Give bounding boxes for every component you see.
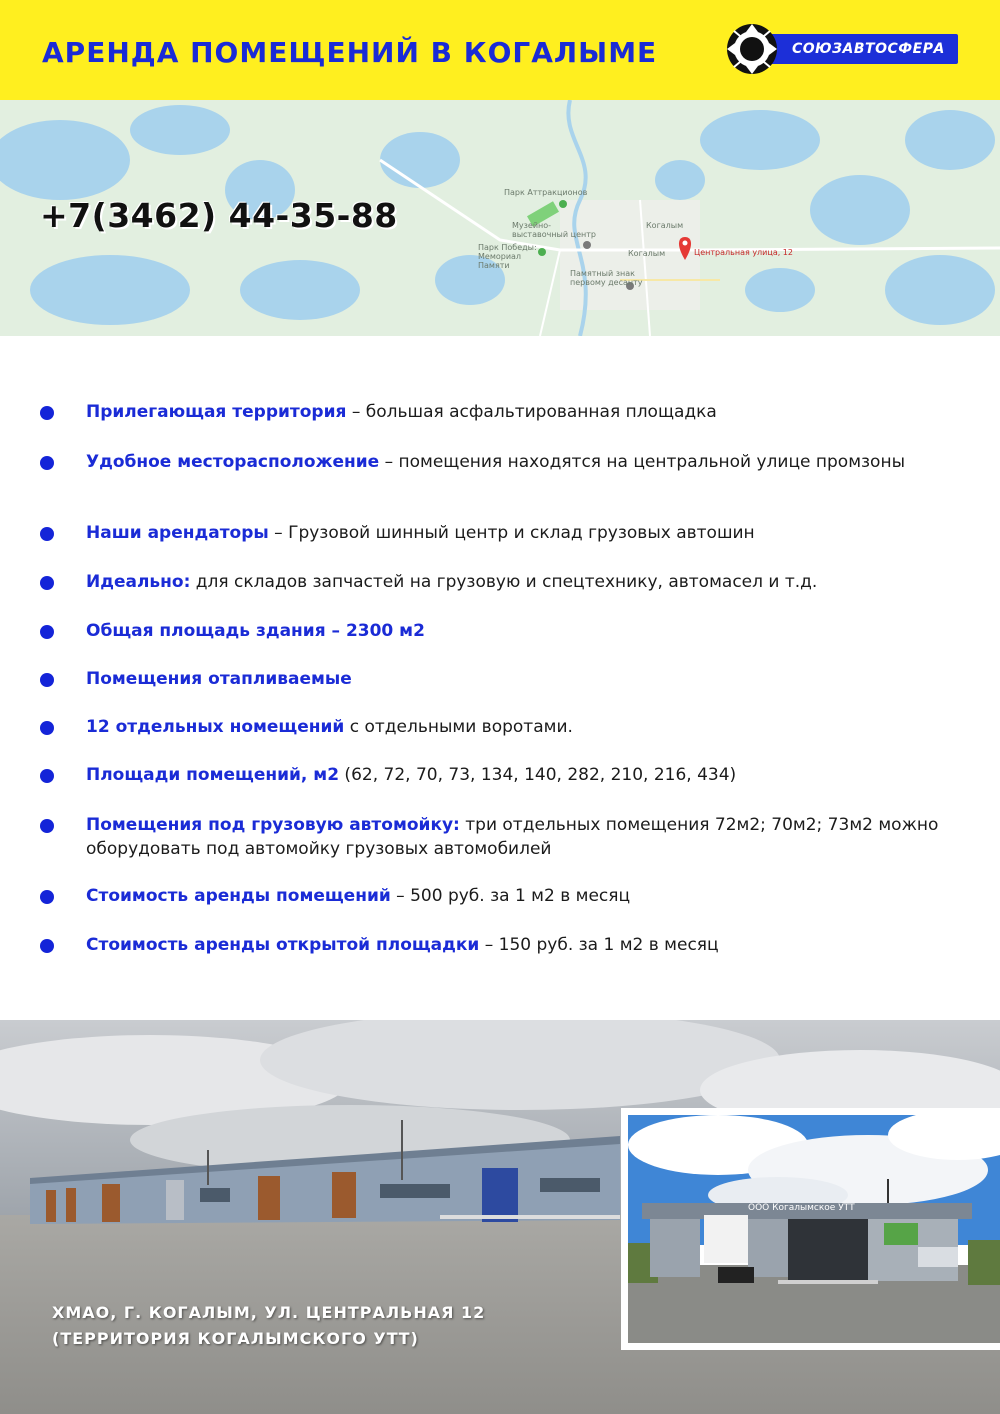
- gate-photo-illustration: [628, 1115, 1000, 1343]
- company-logo: [712, 22, 958, 76]
- bullet-dot: [40, 406, 54, 420]
- map-label-station: Когалым: [628, 249, 666, 258]
- address-line-1: ХМАО, Г. КОГАЛЫМ, УЛ. ЦЕНТРАЛЬНАЯ 12: [52, 1303, 486, 1322]
- gate-sign-text: ООО Когалымское УТТ: [748, 1203, 855, 1213]
- feature-text: Прилегающая территория – большая асфальтированная площадка: [86, 402, 717, 422]
- feature-text: Стоимость аренды помещений – 500 руб. за 1 м2 в месяц: [86, 886, 631, 906]
- logo-text: СОЮЗАВТОСФЕРА: [792, 41, 945, 57]
- phone-number: +7(3462) 44-35-88: [40, 196, 398, 235]
- map-label-monument: Памятный знак первому десанту: [570, 269, 643, 287]
- bullet-dot: [40, 456, 54, 470]
- feature-text: Идеально: для складов запчастей на грузовую и спецтехнику, автомасел и т.д.: [86, 572, 818, 592]
- feature-text: 12 отдельных номещений с отдельными воротами.: [86, 717, 573, 737]
- bullet-dot: [40, 721, 54, 735]
- map-label-city: Когалым: [646, 221, 684, 230]
- tire-logo-icon: [712, 22, 788, 76]
- map-label-pin-address: Центральная улица, 12: [694, 248, 793, 257]
- feature-text: Помещения отапливаемые: [86, 669, 352, 689]
- bullet-dot: [40, 769, 54, 783]
- map-label-park: Парк Аттракционов: [504, 188, 588, 197]
- feature-text: Общая площадь здания – 2300 м2: [86, 621, 425, 641]
- header-banner: [0, 0, 1000, 100]
- map-label-victory-park: Парк Победы: Мемориал Памяти: [478, 243, 537, 270]
- bullet-dot: [40, 576, 54, 590]
- inset-photo: [628, 1115, 1000, 1343]
- map-label-museum: Музейно-выставочный центр: [512, 221, 596, 239]
- inset-photo-frame: [621, 1108, 1000, 1350]
- bullet-dot: [40, 819, 54, 833]
- bullet-dot: [40, 890, 54, 904]
- page-title: АРЕНДА ПОМЕЩЕНИЙ В КОГАЛЫМЕ: [42, 36, 658, 69]
- feature-text: Стоимость аренды открытой площадки – 150 руб. за 1 м2 в месяц: [86, 935, 719, 955]
- feature-text: Наши арендаторы – Грузовой шинный центр и склад грузовых автошин: [86, 523, 755, 543]
- bullet-dot: [40, 625, 54, 639]
- feature-text: Помещения под грузовую автомойку: три отдельных помещения 72м2; 70м2; 73м2 можно оборудовать под автомойку грузовых автомобилей: [86, 815, 939, 859]
- bullet-dot: [40, 527, 54, 541]
- feature-text: Площади помещений, м2 (62, 72, 70, 73, 134, 140, 282, 210, 216, 434): [86, 765, 737, 785]
- bullet-dot: [40, 939, 54, 953]
- bullet-dot: [40, 673, 54, 687]
- address-line-2: (ТЕРРИТОРИЯ КОГАЛЫМСКОГО УТТ): [52, 1329, 419, 1348]
- feature-text: Удобное месторасположение – помещения находятся на центральной улице промзоны: [86, 452, 905, 472]
- address-caption: [52, 1300, 485, 1352]
